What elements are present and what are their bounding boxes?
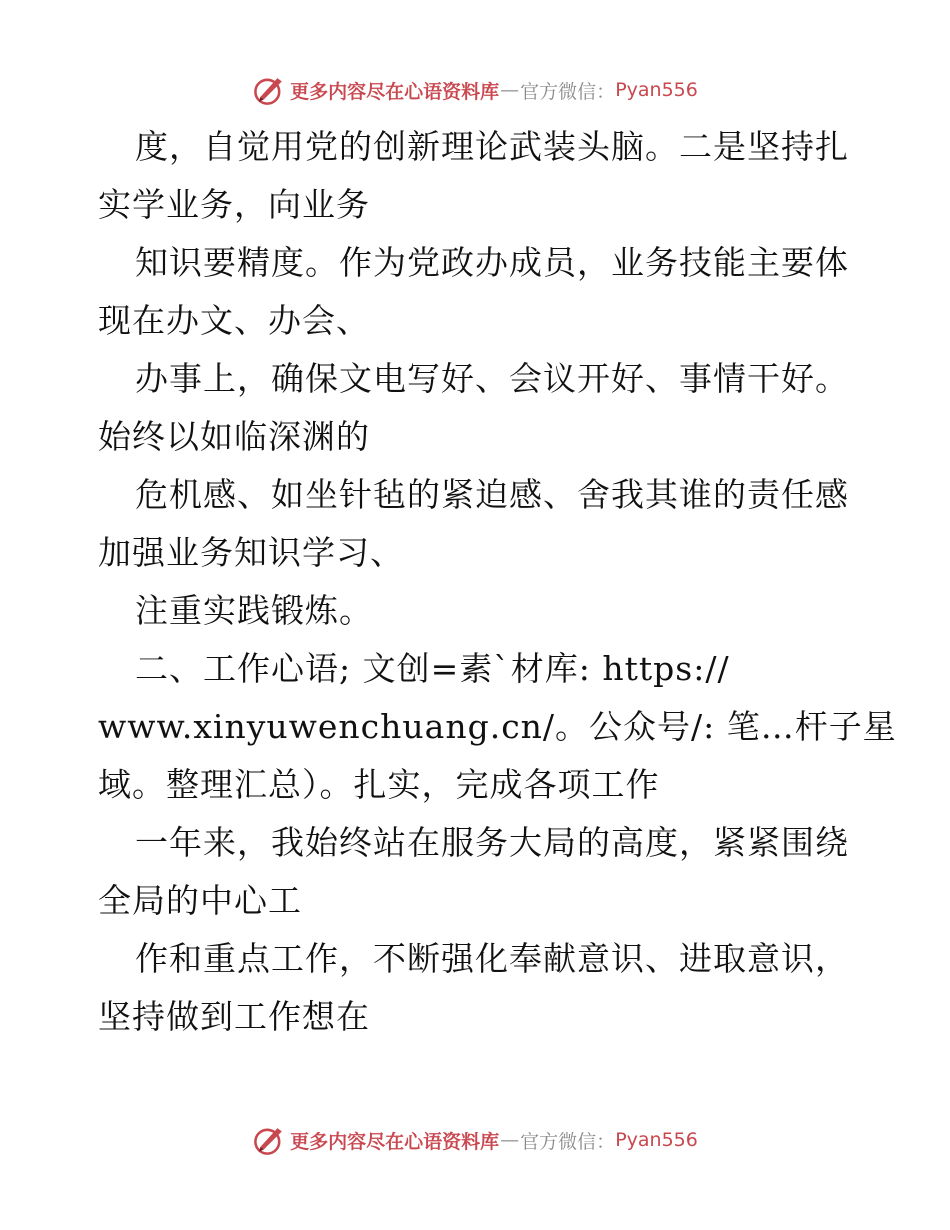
text-line: 知识要精度。作为党政办成员，业务技能主要体 bbox=[135, 243, 849, 282]
text-line: 坚持做到工作想在 bbox=[98, 997, 370, 1036]
pen-logo-icon bbox=[252, 1123, 286, 1157]
text-line: www.xinyuwenchuang.cn/。公众号/: 笔…杆子星 bbox=[98, 707, 897, 746]
watermark-dash: — bbox=[500, 1129, 520, 1151]
watermark-wechat-id: Pyan556 bbox=[615, 1129, 698, 1151]
pen-logo-icon bbox=[252, 73, 286, 107]
text-line: 危机感、如坐针毡的紧迫感、舍我其谁的责任感 bbox=[135, 475, 849, 514]
text-line: 办事上，确保文电写好、会议开好、事情干好。 bbox=[135, 359, 849, 398]
text-line: 加强业务知识学习、 bbox=[98, 533, 404, 572]
text-line: 始终以如临深渊的 bbox=[98, 417, 370, 456]
text-line: 一年来，我始终站在服务大局的高度，紧紧围绕 bbox=[135, 823, 849, 862]
watermark-dash: — bbox=[500, 79, 520, 101]
text-line: 度，自觉用党的创新理论武装头脑。二是坚持扎 bbox=[135, 127, 849, 166]
text-line: 作和重点工作，不断强化奉献意识、进取意识， bbox=[135, 939, 849, 978]
text-line: 实学业务，向业务 bbox=[98, 185, 370, 224]
text-line: 域。整理汇总）。扎实，完成各项工作 bbox=[98, 765, 660, 804]
text-line: 全局的中心工 bbox=[98, 881, 302, 920]
footer-watermark bbox=[0, 1120, 950, 1160]
watermark-main-text: 更多内容尽在心语资料库 bbox=[290, 80, 500, 103]
document-body bbox=[98, 118, 897, 1046]
text-line: 注重实践锻炼。 bbox=[135, 591, 373, 630]
watermark-main-text: 更多内容尽在心语资料库 bbox=[290, 1130, 500, 1153]
header-watermark bbox=[0, 70, 950, 110]
watermark-wechat-label: 官方微信： bbox=[520, 80, 616, 103]
text-line: 现在办文、办会、 bbox=[98, 301, 370, 340]
watermark-wechat-id: Pyan556 bbox=[615, 79, 698, 101]
text-line: 二、工作心语; 文创=素`材库: https:// bbox=[135, 649, 730, 688]
watermark-wechat-label: 官方微信： bbox=[520, 1130, 616, 1153]
